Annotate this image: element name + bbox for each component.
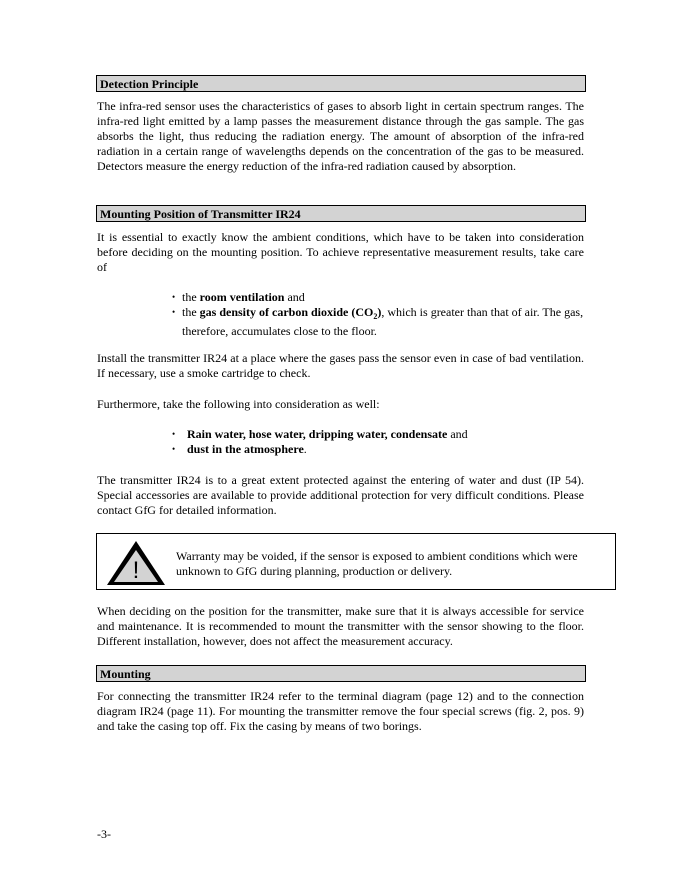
- position-paragraph: When deciding on the position for the transmitter, make sure that it is always accessible for service and maintenance. It is recommended to mount the transmitter with the sensor showing to the floor. Different installation, however, does not affect the measurement accuracy.: [97, 604, 584, 648]
- mounting-paragraph: For connecting the transmitter IR24 refer to the terminal diagram (page 12) and to the connection diagram IR24 (page 11). For mounting the transmitter remove the four special screws (fig. 2, pos. 9) and take the casing top off. Fix the casing by means of two borings.: [97, 689, 584, 733]
- warning-symbol: !: [132, 557, 140, 584]
- warning-text: Warranty may be voided, if the sensor is exposed to ambient conditions which were unknown to GfG during planning, production or delivery.: [176, 549, 578, 578]
- section-heading-detection-principle: Detection Principle: [96, 75, 586, 92]
- water-term: Rain water, hose water, dripping water, condensate: [187, 427, 448, 441]
- section-heading-mounting-position: Mounting Position of Transmitter IR24: [96, 205, 586, 222]
- co2-subscript: 2: [373, 312, 378, 321]
- dust-term: dust in the atmosphere: [187, 442, 304, 456]
- page-number: -3-: [97, 827, 111, 841]
- water-dust-bullet-list: [172, 427, 584, 457]
- warning-triangle-icon: [105, 540, 167, 586]
- list-item: • Rain water, hose water, dripping water, condensate and: [172, 427, 584, 442]
- ventilation-bullet-list: [172, 290, 584, 339]
- room-ventilation-term: room ventilation: [199, 290, 285, 304]
- list-item: • dust in the atmosphere.: [172, 442, 584, 457]
- warning-box: [96, 533, 616, 590]
- gas-density-term: gas density of carbon dioxide (CO: [199, 305, 374, 319]
- furthermore-paragraph: Furthermore, take the following into consideration as well:: [97, 397, 380, 411]
- mounting-position-intro: It is essential to exactly know the ambient conditions, which have to be taken into consideration before deciding on the mounting position. To achieve representative measurement results, take care of: [97, 230, 584, 274]
- list-item: • the room ventilation and: [172, 290, 584, 305]
- section-heading-mounting: Mounting: [96, 665, 586, 682]
- protection-paragraph: The transmitter IR24 is to a great extent protected against the entering of water and dust (IP 54). Special accessories are available to provide additional protection for very difficult conditions. Please contact GfG for detailed information.: [97, 473, 584, 517]
- list-item: • the gas density of carbon dioxide $(CO_2)$, which is greater than that of air. The gas, therefore, accumulates close to the floor.: [172, 305, 584, 339]
- install-paragraph: Install the transmitter IR24 at a place where the gases pass the sensor even in case of bad ventilation. If necessary, use a smoke cartridge to check.: [97, 351, 584, 380]
- detection-principle-paragraph: The infra-red sensor uses the characteristics of gases to absorb light in certain spectrum ranges. The infra-red light emitted by a lamp passes the measurement distance through the gas sample. The gas absorbs the light, thus reducing the radiation energy. The amount of absorption of the infra-red radiation in a certain range of wavelengths depends on the concentration of the gas to be measured. Detectors measure the energy reduction of the infra-red radiation caused by absorption.: [97, 99, 584, 173]
